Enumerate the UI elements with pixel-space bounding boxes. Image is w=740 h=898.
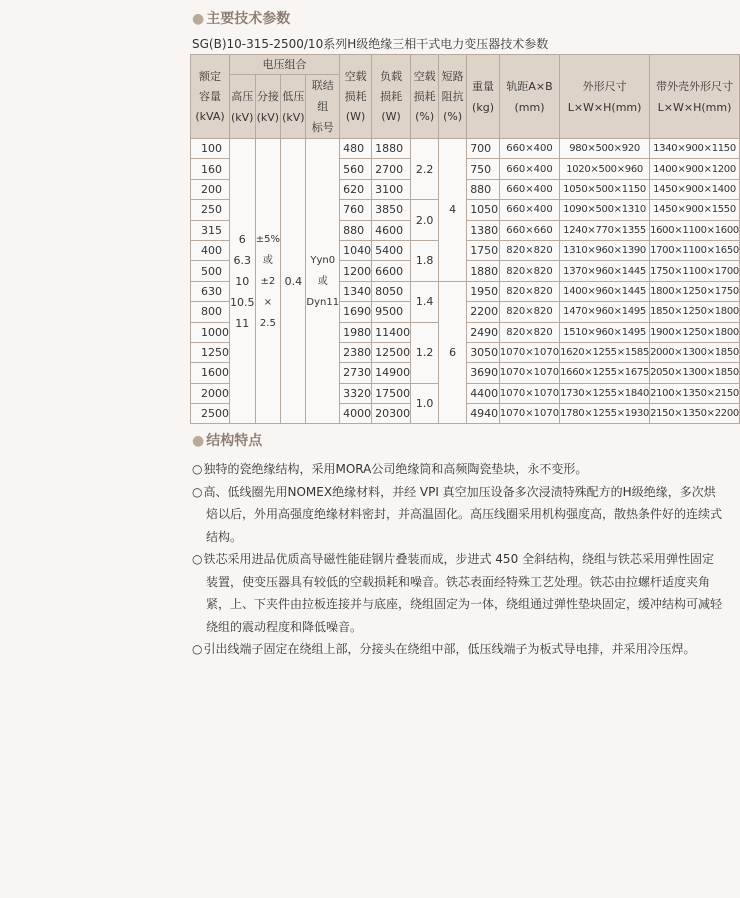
cell-dims: 1020×500×960 <box>560 159 650 179</box>
spec-table <box>190 54 740 424</box>
cell-weight: 1380 <box>467 220 500 240</box>
cell-dims: 1090×500×1310 <box>560 200 650 220</box>
cell-dims-case: 2050×1300×1850 <box>650 363 740 383</box>
cell-gauge: 820×820 <box>499 281 559 301</box>
cell-dims-case: 1400×900×1200 <box>650 159 740 179</box>
cell-capacity: 1600 <box>191 363 230 383</box>
cell-conn-values: Yyn0 或 Dyn11 <box>306 139 340 424</box>
cell-noload-loss: 880 <box>340 220 372 240</box>
cell-lv-value: 0.4 <box>281 139 306 424</box>
cell-dims-case: 1450×900×1550 <box>650 200 740 220</box>
feature-item: ○引出线端子固定在绕组上部，分接头在绕组中部，低压线端子为板式导电排，并采用冷压焊。 <box>192 642 696 656</box>
cell-hv-values: 6 6.3 10 10.5 11 <box>230 139 256 424</box>
cell-weight: 1880 <box>467 261 500 281</box>
cell-gauge: 1070×1070 <box>499 404 559 424</box>
cell-noload-current: 2.0 <box>411 200 439 241</box>
header-gauge: 轨距A×B (mm) <box>499 55 559 139</box>
cell-noload-loss: 620 <box>340 179 372 199</box>
cell-dims-case: 1800×1250×1750 <box>650 281 740 301</box>
header-load-loss: 负载 损耗 (W) <box>372 55 411 139</box>
cell-capacity: 200 <box>191 179 230 199</box>
cell-gauge: 660×400 <box>499 200 559 220</box>
cell-dims-case: 1340×900×1150 <box>650 139 740 159</box>
circle-icon: ○ <box>192 462 203 476</box>
cell-dims-case: 2000×1300×1850 <box>650 342 740 362</box>
cell-capacity: 2000 <box>191 383 230 403</box>
cell-noload-loss: 560 <box>340 159 372 179</box>
cell-load-loss: 5400 <box>372 240 411 260</box>
feature-item: ○高、低线圈先用NOMEX绝缘材料，并经 VPI 真空加压设备多次浸渍特殊配方的H级绝缘，多次烘焙以后，外用高强度绝缘材料密封，并高温固化。高压线圈采用机构强度高，散热条件好的连续式结构。 <box>192 484 723 544</box>
cell-load-loss: 17500 <box>372 383 411 403</box>
cell-dims: 1510×960×1495 <box>560 322 650 342</box>
cell-load-loss: 8050 <box>372 281 411 301</box>
cell-dims: 1050×500×1150 <box>560 179 650 199</box>
cell-gauge: 660×660 <box>499 220 559 240</box>
circle-icon: ○ <box>192 484 203 499</box>
feature-item: ○铁芯采用进品优质高导磁性能硅钢片叠装而成，步进式 450 全斜结构，绕组与铁芯采用弹性固定装置，使变压器具有较低的空载损耗和噪音。铁芯表面经特殊工艺处理。铁芯由拉螺杆适度夹角紧，上、下夹件由拉板连接并与底座，绕组固定为一体，绕组通过弹性垫块固定，缓冲结构可减轻绕组的震动程度和降低噪音。 <box>192 552 723 634</box>
cell-noload-current: 1.0 <box>411 383 439 424</box>
header-impedance: 短路 阻抗 (%) <box>439 55 467 139</box>
cell-capacity: 500 <box>191 261 230 281</box>
cell-noload-loss: 4000 <box>340 404 372 424</box>
cell-weight: 2490 <box>467 322 500 342</box>
cell-capacity: 2500 <box>191 404 230 424</box>
features-list <box>192 458 722 661</box>
cell-gauge: 1070×1070 <box>499 383 559 403</box>
cell-impedance: 4 <box>439 139 467 282</box>
cell-noload-loss: 2730 <box>340 363 372 383</box>
cell-noload-loss: 3320 <box>340 383 372 403</box>
cell-dims-case: 1850×1250×1800 <box>650 302 740 322</box>
cell-noload-current: 1.2 <box>411 322 439 383</box>
cell-weight: 750 <box>467 159 500 179</box>
cell-weight: 1950 <box>467 281 500 301</box>
cell-gauge: 820×820 <box>499 240 559 260</box>
cell-load-loss: 6600 <box>372 261 411 281</box>
cell-capacity: 400 <box>191 240 230 260</box>
cell-dims: 1370×960×1445 <box>560 261 650 281</box>
cell-dims-case: 1750×1100×1700 <box>650 261 740 281</box>
cell-load-loss: 12500 <box>372 342 411 362</box>
header-dims-case: 带外壳外形尺寸 L×W×H(mm) <box>650 55 740 139</box>
cell-weight: 700 <box>467 139 500 159</box>
header-noload-percent: 空载 损耗 (%) <box>411 55 439 139</box>
cell-weight: 2200 <box>467 302 500 322</box>
cell-gauge: 1070×1070 <box>499 342 559 362</box>
cell-gauge: 820×820 <box>499 302 559 322</box>
table-body <box>191 139 740 424</box>
bullet-icon: ● <box>192 11 205 27</box>
cell-gauge: 820×820 <box>499 261 559 281</box>
cell-dims-case: 1700×1100×1650 <box>650 240 740 260</box>
header-dims: 外形尺寸 L×W×H(mm) <box>560 55 650 139</box>
section-title-text: 主要技术参数 <box>206 11 291 27</box>
cell-dims-case: 1600×1100×1600 <box>650 220 740 240</box>
cell-capacity: 250 <box>191 200 230 220</box>
table-header <box>191 55 740 139</box>
section-title-main-params <box>192 8 290 28</box>
cell-weight: 880 <box>467 179 500 199</box>
cell-dims-case: 1450×900×1400 <box>650 179 740 199</box>
cell-weight: 3050 <box>467 342 500 362</box>
cell-noload-loss: 1980 <box>340 322 372 342</box>
cell-load-loss: 14900 <box>372 363 411 383</box>
cell-load-loss: 3100 <box>372 179 411 199</box>
cell-noload-loss: 1690 <box>340 302 372 322</box>
cell-dims: 1310×960×1390 <box>560 240 650 260</box>
cell-dims: 1660×1255×1675 <box>560 363 650 383</box>
cell-weight: 1750 <box>467 240 500 260</box>
cell-load-loss: 20300 <box>372 404 411 424</box>
header-weight: 重量 (kg) <box>467 55 500 139</box>
header-conn: 联结组 标号 <box>306 75 340 139</box>
cell-capacity: 100 <box>191 139 230 159</box>
cell-load-loss: 11400 <box>372 322 411 342</box>
cell-dims: 1400×960×1445 <box>560 281 650 301</box>
header-tap: 分接 (kV) <box>255 75 281 139</box>
cell-capacity: 1000 <box>191 322 230 342</box>
circle-icon: ○ <box>192 642 203 656</box>
bullet-icon: ● <box>192 433 205 449</box>
cell-weight: 4940 <box>467 404 500 424</box>
cell-noload-current: 1.8 <box>411 240 439 281</box>
section-title-features <box>192 430 262 450</box>
cell-gauge: 820×820 <box>499 322 559 342</box>
header-hv: 高压 (kV) <box>230 75 256 139</box>
cell-capacity: 315 <box>191 220 230 240</box>
cell-dims-case: 1900×1250×1800 <box>650 322 740 342</box>
cell-dims-case: 2150×1350×2200 <box>650 404 740 424</box>
section-title-text: 结构特点 <box>206 433 263 449</box>
cell-noload-current: 1.4 <box>411 281 439 322</box>
header-capacity: 额定 容量 (kVA) <box>191 55 230 139</box>
cell-noload-loss: 760 <box>340 200 372 220</box>
cell-tap-values: ±5% 或 ±2 × 2.5 <box>255 139 281 424</box>
cell-dims: 980×500×920 <box>560 139 650 159</box>
header-lv: 低压 (kV) <box>281 75 306 139</box>
cell-noload-loss: 1200 <box>340 261 372 281</box>
cell-capacity: 800 <box>191 302 230 322</box>
cell-capacity: 630 <box>191 281 230 301</box>
cell-gauge: 660×400 <box>499 139 559 159</box>
cell-dims: 1240×770×1355 <box>560 220 650 240</box>
cell-impedance: 6 <box>439 281 467 424</box>
cell-load-loss: 4600 <box>372 220 411 240</box>
cell-weight: 1050 <box>467 200 500 220</box>
cell-noload-loss: 1340 <box>340 281 372 301</box>
cell-load-loss: 2700 <box>372 159 411 179</box>
cell-gauge: 1070×1070 <box>499 363 559 383</box>
cell-dims: 1470×960×1495 <box>560 302 650 322</box>
cell-weight: 4400 <box>467 383 500 403</box>
cell-load-loss: 3850 <box>372 200 411 220</box>
cell-load-loss: 9500 <box>372 302 411 322</box>
cell-noload-loss: 2380 <box>340 342 372 362</box>
circle-icon: ○ <box>192 552 203 566</box>
cell-capacity: 160 <box>191 159 230 179</box>
cell-weight: 3690 <box>467 363 500 383</box>
cell-noload-current: 2.2 <box>411 139 439 200</box>
cell-dims-case: 2100×1350×2150 <box>650 383 740 403</box>
cell-dims: 1730×1255×1840 <box>560 383 650 403</box>
table-row <box>191 139 740 159</box>
cell-dims: 1780×1255×1930 <box>560 404 650 424</box>
cell-dims: 1620×1255×1585 <box>560 342 650 362</box>
table-caption: SG(B)10-315-2500/10系列H级绝缘三相干式电力变压器技术参数 <box>192 37 549 51</box>
header-noload-loss: 空载 损耗 (W) <box>340 55 372 139</box>
cell-gauge: 660×400 <box>499 179 559 199</box>
cell-noload-loss: 1040 <box>340 240 372 260</box>
cell-gauge: 660×400 <box>499 159 559 179</box>
cell-noload-loss: 480 <box>340 139 372 159</box>
feature-item: ○独特的瓷绝缘结构，采用MORA公司绝缘筒和高频陶瓷垫块，永不变形。 <box>192 462 588 476</box>
header-voltage-group: 电压组合 <box>230 55 340 75</box>
cell-load-loss: 1880 <box>372 139 411 159</box>
cell-capacity: 1250 <box>191 342 230 362</box>
